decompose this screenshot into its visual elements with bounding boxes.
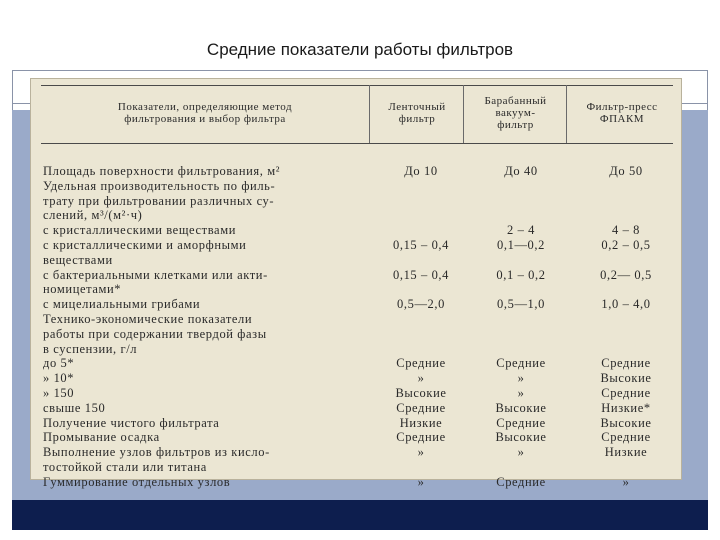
table-row	[31, 224, 683, 237]
row-value-col-3: 0,2 – 0,5	[601, 238, 651, 252]
header-belt-filter-line-1: Ленточный	[388, 101, 446, 113]
row-value-col-2: Высокие	[495, 430, 547, 445]
table-row	[31, 209, 683, 222]
row-value-col-1: Средние	[396, 356, 446, 371]
header-col-rule-2	[463, 85, 464, 143]
row-value-col-1: До 10	[404, 164, 438, 178]
top-divider	[12, 70, 708, 71]
row-value-col-1: Высокие	[395, 386, 447, 400]
row-value-col-3: Средние	[601, 430, 651, 445]
table-row	[31, 446, 683, 459]
table-row	[31, 402, 683, 415]
row-value-col-2: »	[517, 386, 525, 400]
table-row	[31, 328, 683, 341]
table-row	[31, 298, 683, 311]
row-value-col-2: »	[517, 371, 525, 386]
row-value-col-3: Низкие*	[601, 400, 651, 415]
header-drum-filter-line-3: фильтр	[497, 119, 534, 131]
row-label: с кристаллическими и аморфными	[43, 238, 247, 252]
row-label: работы при содержании твердой фазы	[43, 326, 267, 341]
row-value-col-2: Средние	[496, 415, 546, 430]
row-value-col-1: Средние	[396, 430, 446, 445]
header-col-rule-3	[566, 85, 567, 143]
row-label: свыше 150	[43, 400, 106, 415]
table-row	[31, 417, 683, 430]
header-top-rule	[41, 85, 673, 86]
header-drum-filter	[465, 95, 566, 131]
table-row	[31, 313, 683, 326]
row-value-col-1: »	[417, 371, 425, 386]
row-value-col-1: 0,15 – 0,4	[393, 267, 449, 282]
row-value-col-3: 1,0 – 4,0	[601, 297, 651, 312]
row-value-col-2: До 40	[504, 164, 538, 178]
table-row	[31, 239, 683, 252]
row-value-col-2: 0,1—0,2	[497, 238, 545, 252]
header-filter-press-line-1: Фильтр-пресс	[586, 101, 658, 113]
row-label: с бактериальными клетками или акти-	[43, 267, 268, 282]
row-label: Промывание осадка	[43, 430, 160, 445]
header-belt-filter-line-2: фильтр	[398, 113, 436, 125]
table-row	[31, 180, 683, 193]
header-col-rule-1	[369, 85, 370, 143]
header-indicators-line-1: Показатели, определяющие метод	[117, 101, 293, 113]
row-value-col-3: »	[622, 474, 630, 489]
table-row	[31, 283, 683, 296]
row-value-col-3: 0,2— 0,5	[600, 267, 652, 282]
row-label: » 150	[43, 386, 75, 400]
row-label: Площадь поверхности фильтрования, м²	[43, 164, 281, 178]
table-row	[31, 431, 683, 444]
header-belt-filter	[371, 101, 463, 125]
row-value-col-1: Низкие	[399, 415, 443, 430]
row-label: в суспензии, г/л	[43, 341, 138, 356]
table-row	[31, 343, 683, 356]
row-label: » 10*	[43, 371, 75, 386]
table-row	[31, 372, 683, 385]
header-bottom-rule	[41, 143, 673, 144]
row-label: тостойкой стали или титана	[43, 460, 207, 474]
row-label: номицетами*	[43, 282, 122, 297]
row-value-col-2: Высокие	[495, 400, 547, 415]
row-value-col-3: Средние	[601, 356, 651, 371]
row-value-col-1: Средние	[396, 400, 446, 415]
header-filter-press-line-2: ФПАКМ	[599, 113, 645, 125]
row-value-col-2: 0,1 – 0,2	[496, 267, 546, 282]
row-value-col-2: 2 – 4	[507, 223, 535, 238]
row-label: с кристаллическими веществами	[43, 223, 237, 238]
row-label: веществами	[43, 252, 113, 267]
table-row	[31, 195, 683, 208]
row-value-col-2: Средние	[496, 356, 546, 371]
row-label: трату при фильтровании различных су-	[43, 193, 275, 208]
row-label: с мицелиальными грибами	[43, 297, 201, 312]
header-filter-press	[568, 101, 676, 125]
scanned-table	[30, 78, 682, 489]
row-label: Технико-экономические показатели	[43, 312, 253, 326]
row-value-col-3: Высокие	[600, 415, 652, 430]
table-row	[31, 269, 683, 282]
table-row	[31, 357, 683, 370]
slide-title: Средние показатели работы фильтров	[206, 40, 514, 59]
row-value-col-1: »	[417, 445, 425, 460]
row-value-col-1: »	[417, 474, 425, 489]
row-value-col-3: Высокие	[600, 371, 652, 386]
header-indicators-line-2: фильтрования и выбор фильтра	[124, 113, 286, 125]
table-row	[31, 387, 683, 400]
row-value-col-1: 0,15 – 0,4	[393, 238, 449, 252]
header-indicators	[45, 101, 365, 125]
table-row	[31, 461, 683, 474]
row-value-col-3: Низкие	[604, 445, 648, 460]
header-drum-filter-line-1: Барабанный	[484, 95, 547, 107]
table-row	[31, 254, 683, 267]
row-label: слений, м³/(м²·ч)	[43, 208, 143, 223]
footer-bar	[12, 500, 708, 530]
row-label: до 5*	[43, 356, 75, 371]
table-row	[31, 165, 683, 178]
row-value-col-2: Средние	[496, 474, 546, 489]
header-drum-filter-line-2: вакуум-	[495, 107, 536, 119]
row-label: Выполнение узлов фильтров из кисло-	[43, 445, 270, 460]
row-value-col-3: Средние	[601, 386, 651, 400]
row-label: Гуммирование отдельных узлов	[43, 474, 231, 489]
row-value-col-3: 4 – 8	[612, 223, 640, 238]
row-value-col-2: 0,5—1,0	[497, 297, 545, 312]
row-label: Удельная производительность по филь-	[43, 178, 276, 193]
row-value-col-2: »	[517, 445, 525, 460]
table-row	[31, 476, 683, 489]
row-value-col-3: До 50	[609, 164, 643, 178]
row-label: Получение чистого фильтрата	[43, 415, 220, 430]
row-value-col-1: 0,5—2,0	[397, 297, 445, 312]
